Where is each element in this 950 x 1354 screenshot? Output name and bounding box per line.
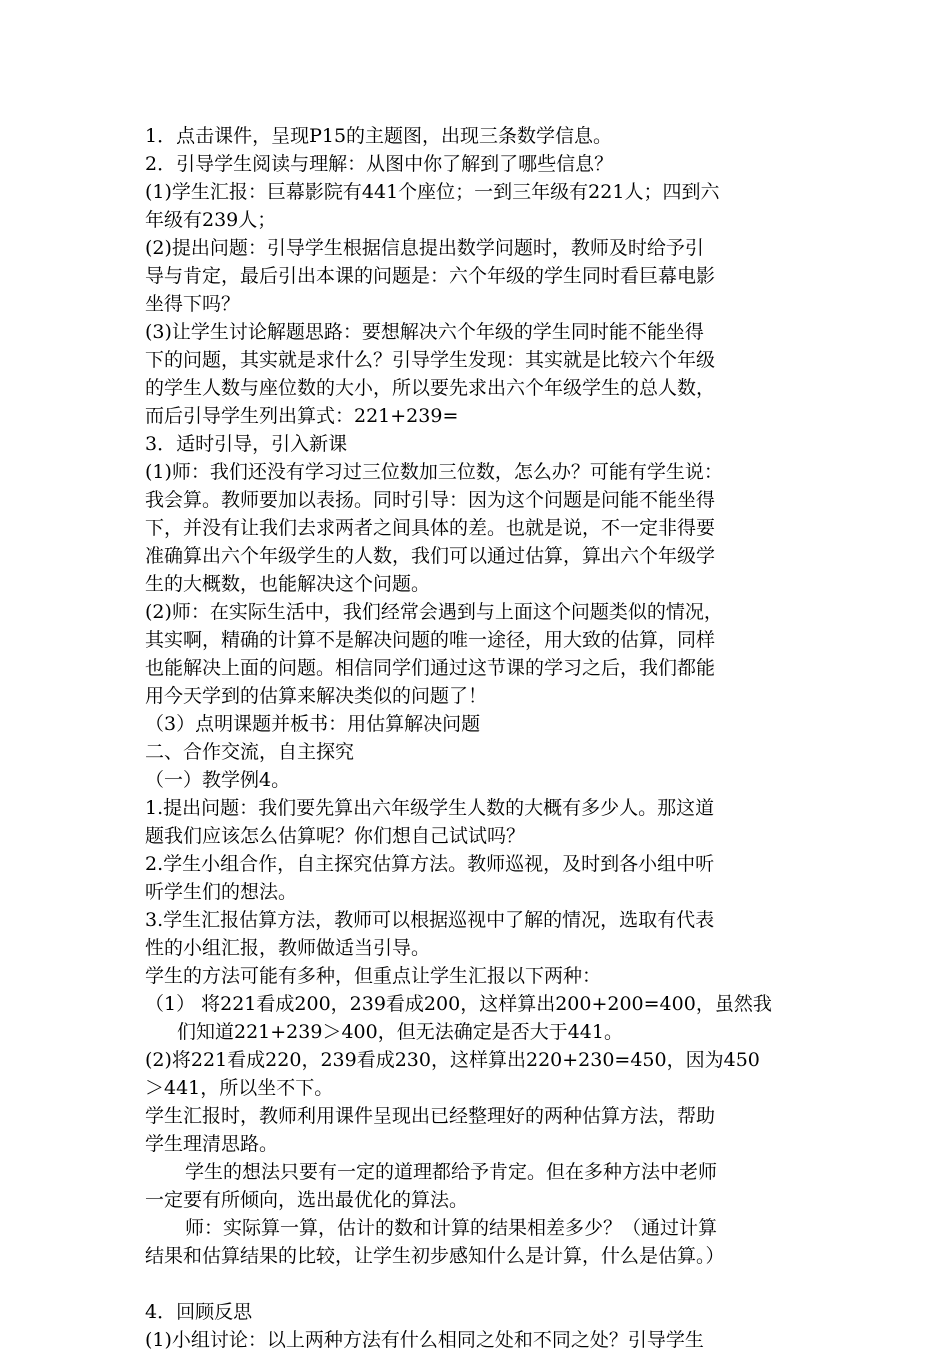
text-line: 坐得下吗？ — [145, 293, 241, 315]
text-line: (3)让学生讨论解题思路：要想解决六个年级的学生同时能不能坐得 — [145, 321, 704, 343]
step-2-line: 2．引导学生阅读与理解：从图中你了解到了哪些信息？ — [145, 153, 614, 175]
document-body — [145, 122, 815, 1354]
text-line: 下的问题，其实就是求什么？引导学生发现：其实就是比较六个年级 — [145, 349, 716, 371]
text-line: 学生的方法可能有多种，但重点让学生汇报以下两种： — [145, 965, 602, 987]
text-line: ＞441，所以坐不下。 — [145, 1077, 334, 1099]
text-line: (1)师：我们还没有学习过三位数加三位数，怎么办？可能有学生说： — [145, 461, 723, 483]
text-line: 导与肯定，最后引出本课的问题是：六个年级的学生同时看巨幕电影 — [145, 265, 716, 287]
text-line: 下，并没有让我们去求两者之间具体的差。也就是说，不一定非得要 — [145, 517, 716, 539]
text-line: （1） 将221看成200，239看成200，这样算出200+200=400，虽然我 — [145, 993, 772, 1015]
text-line: 题我们应该怎么估算呢？你们想自己试试吗？ — [145, 825, 526, 847]
text-line: 们知道221+239＞400，但无法确定是否大于441。 — [177, 1021, 623, 1043]
text-line: (1)学生汇报：巨幕影院有441个座位；一到三年级有221人；四到六 — [145, 181, 720, 203]
section-heading: 二、合作交流，自主探究 — [145, 741, 355, 763]
section-heading: 4．回顾反思 — [145, 1301, 253, 1323]
text-line: (2)提出问题：引导学生根据信息提出数学问题时，教师及时给予引 — [145, 237, 704, 259]
text-line: 学生理清思路。 — [145, 1133, 279, 1155]
text-line: （3）点明课题并板书：用估算解决问题 — [145, 713, 481, 735]
text-line: 年级有239人； — [145, 209, 277, 231]
text-line: 用今天学到的估算来解决类似的问题了！ — [145, 685, 488, 707]
text-line: (1)小组讨论：以上两种方法有什么相同之处和不同之处？引导学生 — [145, 1329, 704, 1351]
text-line: 我会算。教师要加以表扬。同时引导：因为这个问题是问能不能坐得 — [145, 489, 716, 511]
text-line: 听学生们的想法。 — [145, 881, 298, 903]
text-line: 而后引导学生列出算式：221+239= — [145, 405, 459, 427]
text-line: 2.学生小组合作，自主探究估算方法。教师巡视，及时到各小组中听 — [145, 853, 715, 875]
text-line: 性的小组汇报，教师做适当引导。 — [145, 937, 431, 959]
text-line: 结果和估算结果的比较，让学生初步感知什么是计算，什么是估算。） — [145, 1245, 725, 1267]
text-line: 师：实际算一算，估计的数和计算的结果相差多少？（通过计算 — [185, 1217, 718, 1239]
section-heading: 3．适时引导，引入新课 — [145, 433, 348, 455]
text-line: 1.提出问题：我们要先算出六年级学生人数的大概有多少人。那这道 — [145, 797, 715, 819]
text-line: 也能解决上面的问题。相信同学们通过这节课的学习之后，我们都能 — [145, 657, 716, 679]
text-line: 的学生人数与座位数的大小，所以要先求出六个年级学生的总人数， — [145, 377, 716, 399]
text-line: 一定要有所倾向，选出最优化的算法。 — [145, 1189, 469, 1211]
text-line: (2)师：在实际生活中，我们经常会遇到与上面这个问题类似的情况， — [145, 601, 723, 623]
blank-line — [145, 1270, 815, 1298]
text-line: 生的大概数，也能解决这个问题。 — [145, 573, 431, 595]
step-1-line: 1．点击课件，呈现P15的主题图，出现三条数学信息。 — [145, 125, 613, 147]
subsection-heading: （一）教学例4。 — [145, 769, 291, 791]
text-line: 准确算出六个年级学生的人数，我们可以通过估算，算出六个年级学 — [145, 545, 716, 567]
text-line: 学生汇报时，教师利用课件呈现出已经整理好的两种估算方法，帮助 — [145, 1105, 716, 1127]
text-line: (2)将221看成220，239看成230，这样算出220+230=450，因为450 — [145, 1049, 760, 1071]
text-line: 学生的想法只要有一定的道理都给予肯定。但在多种方法中老师 — [185, 1161, 718, 1183]
text-line: 3.学生汇报估算方法，教师可以根据巡视中了解的情况，选取有代表 — [145, 909, 715, 931]
text-line: 其实啊，精确的计算不是解决问题的唯一途径，用大致的估算，同样 — [145, 629, 716, 651]
